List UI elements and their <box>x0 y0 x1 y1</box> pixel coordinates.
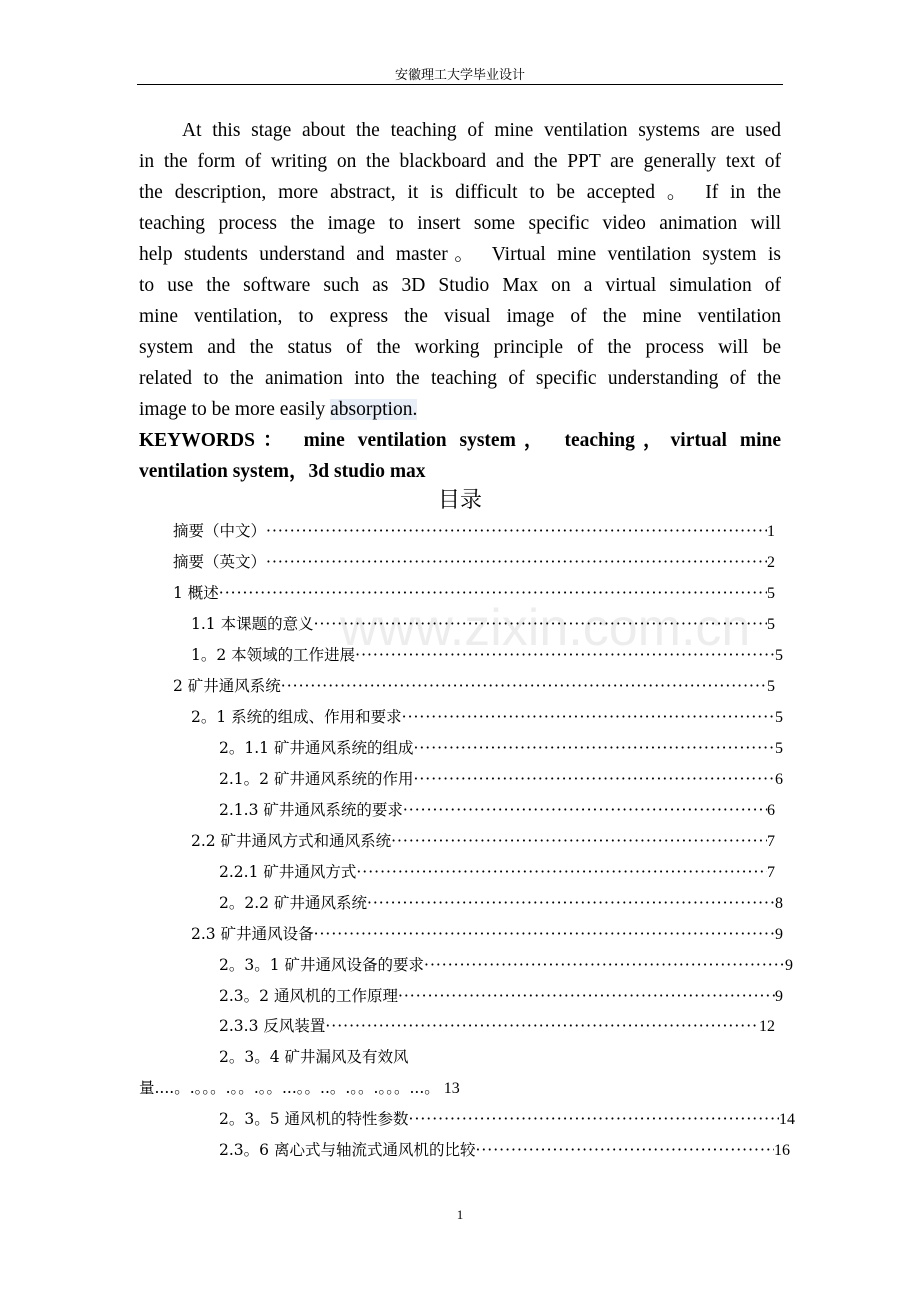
toc-page: 5 <box>775 647 783 664</box>
page-number: 1 <box>456 1207 464 1222</box>
toc-entry[interactable] <box>219 1011 775 1042</box>
toc-page: 5 <box>767 616 775 633</box>
toc-page: 9 <box>775 988 783 1005</box>
toc-label: 2 矿井通风系统 <box>173 677 281 695</box>
toc-label: 2.1.3 矿井通风系统的要求 <box>219 801 403 819</box>
toc-page: 6 <box>767 802 775 819</box>
toc-leader <box>266 547 767 578</box>
toc-page: 16 <box>774 1142 790 1159</box>
toc-label: 2.3。6 离心式与轴流式通风机的比较 <box>219 1141 476 1159</box>
abstract-line <box>139 394 781 425</box>
toc-entry[interactable] <box>219 1104 795 1135</box>
keywords-line: KEYWORDS： mine ventilation system， teaching，virtual mine <box>139 430 781 451</box>
toc-page: 5 <box>767 585 775 602</box>
toc-leader <box>398 981 775 1012</box>
toc-entry[interactable] <box>219 733 783 764</box>
selected-text[interactable]: absorption. <box>330 399 418 420</box>
toc-entry[interactable] <box>173 516 775 547</box>
toc-leader <box>325 1011 759 1042</box>
toc-entry[interactable] <box>219 1042 619 1073</box>
abstract-line: At this stage about the teaching of mine ventilation systems are used <box>182 120 781 141</box>
keywords-line: ventilation system，3d studio max <box>139 461 426 482</box>
toc-page: 6 <box>775 771 783 788</box>
toc-leader <box>355 640 775 671</box>
toc-entry[interactable] <box>219 857 775 888</box>
toc-label: 1。2 本领域的工作进展 <box>191 646 356 664</box>
toc-label: 2。1.1 矿井通风系统的组成 <box>219 739 414 757</box>
toc-entry[interactable] <box>191 919 783 950</box>
toc-page: 5 <box>775 740 783 757</box>
toc-leader <box>356 857 767 888</box>
abstract-line: help students understand and master。 Virtual mine ventilation system is <box>139 244 781 265</box>
toc-page: 7 <box>767 864 775 881</box>
abstract-line: related to the animation into the teaching of specific understanding of the <box>139 368 781 389</box>
toc-page: 8 <box>775 895 783 912</box>
toc-label: 2。2.2 矿井通风系统 <box>219 894 367 912</box>
toc-label: 2。3。5 通风机的特性参数 <box>219 1110 409 1128</box>
toc-entry[interactable] <box>219 795 775 826</box>
abstract-line: system and the status of the working principle of the process will be <box>139 337 781 358</box>
toc-leader <box>475 1135 774 1166</box>
toc-page: 7 <box>767 833 775 850</box>
toc-page: 9 <box>775 926 783 943</box>
toc-entry[interactable] <box>219 1135 790 1166</box>
abstract-line: the description, more abstract, it is difficult to be accepted 。 If in the <box>139 182 781 203</box>
toc-entry[interactable] <box>173 547 775 578</box>
toc-entry[interactable] <box>191 826 775 857</box>
abstract-line: teaching process the image to insert some specific video animation will <box>139 213 781 234</box>
toc-label: 摘要（英文） <box>173 553 267 571</box>
toc-page: 9 <box>785 957 793 974</box>
abstract-line: in the form of writing on the blackboard and the PPT are generally text of <box>139 151 781 172</box>
toc-page: 12 <box>759 1018 775 1035</box>
toc-label: 1 概述 <box>173 584 219 602</box>
toc-leader <box>314 609 767 640</box>
toc-leader <box>413 733 775 764</box>
toc-entry[interactable] <box>219 888 783 919</box>
toc-label: 2。1 系统的组成、作用和要求 <box>191 708 402 726</box>
toc-entry[interactable] <box>219 764 783 795</box>
toc-page: 5 <box>775 709 783 726</box>
toc-page: 2 <box>767 554 775 571</box>
toc-title: 目录 <box>437 488 482 513</box>
toc-label: 量....。.。。。.。。.。。...。。..。.。。.。。。...。 <box>139 1079 440 1097</box>
toc-entry-continuation[interactable] <box>139 1073 460 1104</box>
toc-label: 2.3。2 通风机的工作原理 <box>219 987 398 1005</box>
toc-label: 1.1 本课题的意义 <box>191 615 314 633</box>
toc-page: 5 <box>767 678 775 695</box>
toc-label: 摘要（中文） <box>173 522 267 540</box>
running-header: 安徽理工大学毕业设计 <box>394 67 525 82</box>
toc-entry[interactable] <box>173 578 775 609</box>
toc-label: 2。3。4 矿井漏风及有效风 <box>219 1048 409 1066</box>
toc-leader <box>402 702 775 733</box>
toc-leader <box>409 1104 779 1135</box>
toc-leader <box>403 795 767 826</box>
toc-leader <box>424 950 785 981</box>
toc-leader <box>367 888 775 919</box>
toc-label: 2.1。2 矿井通风系统的作用 <box>219 770 414 788</box>
toc-leader <box>281 671 767 702</box>
watermark: www.zixin.com.cn <box>340 599 751 657</box>
toc-page: 14 <box>779 1111 795 1128</box>
toc-leader <box>413 764 775 795</box>
toc-label: 2.2.1 矿井通风方式 <box>219 863 357 881</box>
toc-leader <box>219 578 767 609</box>
toc-page: 1 <box>767 523 775 540</box>
toc-leader <box>266 516 767 547</box>
toc-entry[interactable] <box>191 702 783 733</box>
header-rule <box>137 84 783 85</box>
abstract-line: mine ventilation, to express the visual image of the mine ventilation <box>139 306 781 327</box>
toc-leader <box>391 826 767 857</box>
toc-label: 2.3 矿井通风设备 <box>191 925 314 943</box>
toc-entry[interactable] <box>191 640 783 671</box>
toc-leader <box>314 919 775 950</box>
toc-entry[interactable] <box>219 981 783 1012</box>
toc-label: 2.3.3 反风装置 <box>219 1017 326 1035</box>
abstract-line: to use the software such as 3D Studio Max on a virtual simulation of <box>139 275 781 296</box>
toc-page: 13 <box>443 1080 460 1097</box>
abstract-text: image to be more easily <box>139 399 331 420</box>
toc-label: 2。3。1 矿井通风设备的要求 <box>219 956 425 974</box>
toc-entry[interactable] <box>173 671 775 702</box>
toc-label: 2.2 矿井通风方式和通风系统 <box>191 832 392 850</box>
toc-entry[interactable] <box>191 609 775 640</box>
toc-entry[interactable] <box>219 950 793 981</box>
